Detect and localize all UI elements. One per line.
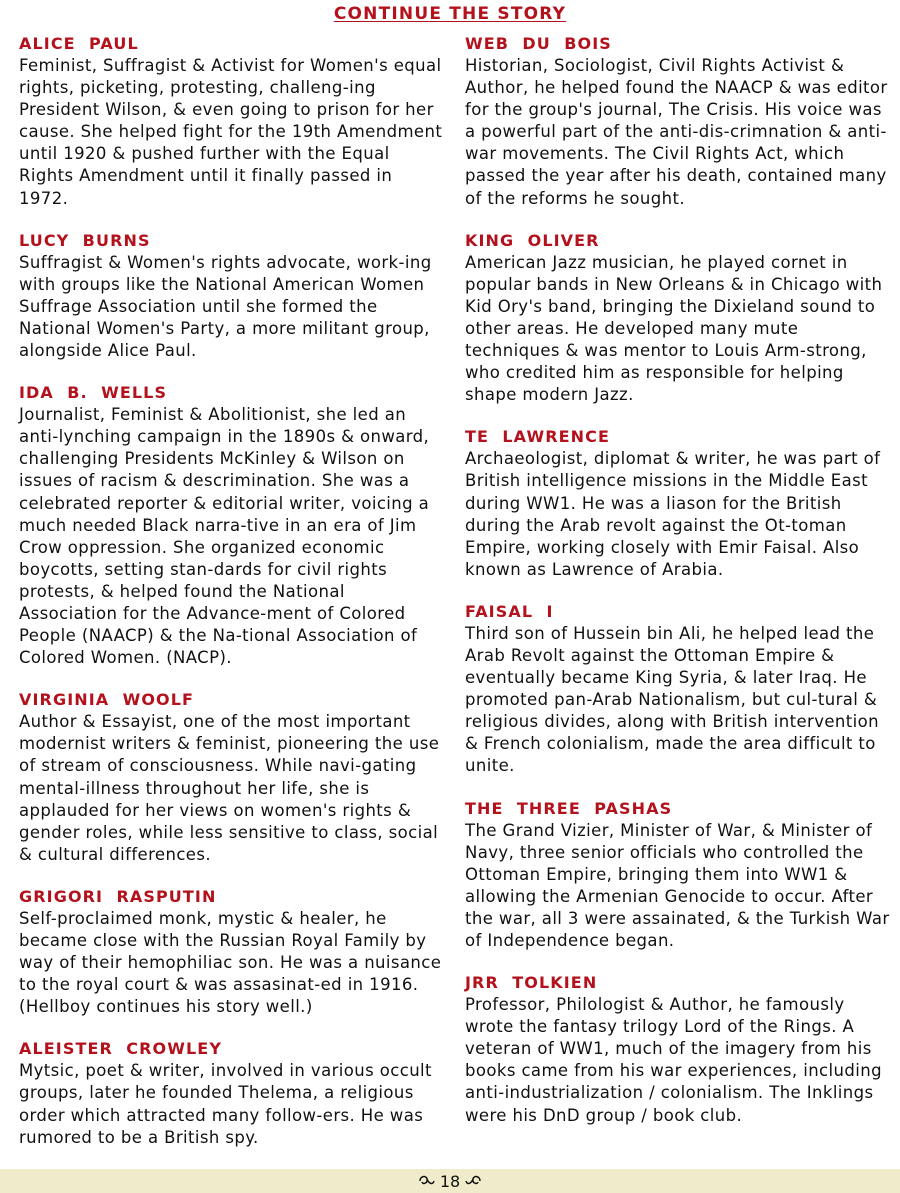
- entry-name: GRIGORI RASPUTIN: [19, 886, 217, 906]
- entry-name: FAISAL I: [465, 601, 554, 621]
- entry-body: Professor, Philologist & Author, he famously wrote the fantasy trilogy Lord of the Rings. A veteran of WW1, much of the imagery from his books came from his war experiences, including anti-industrialization / colonialism. The Inklings were his DnD group / book club.: [465, 995, 882, 1125]
- entry-name: THE THREE PASHAS: [465, 798, 673, 818]
- entry-name: JRR TOLKIEN: [465, 973, 598, 993]
- left-column: [19, 33, 444, 1169]
- entry-body: Suffragist & Women's rights advocate, work-ing with groups like the National American Women Suffrage Association until she formed the National Women's Party, a more militant group, alongside Alice Paul.: [19, 252, 432, 361]
- entry-web-du-bois: [465, 33, 890, 210]
- flourish-right-icon: [464, 1173, 482, 1189]
- entry-body: The Grand Vizier, Minister of War, & Minister of Navy, three senior officials who controlled the Ottoman Empire, bringing them into WW1 & allowing the Armenian Genocide to occur. After the war, all 3 were assainated, & the Turkish War of Independence began.: [465, 820, 890, 950]
- entry-ida-b-wells: [19, 382, 444, 669]
- entry-virginia-woolf: [19, 689, 444, 866]
- right-column: [465, 33, 890, 1147]
- entry-alice-paul: [19, 33, 444, 210]
- page-number-group: [418, 1169, 482, 1193]
- entry-body: Historian, Sociologist, Civil Rights Activist & Author, he helped found the NAACP & was editor for the group's journal, The Crisis. His voice was a powerful part of the anti-dis-crimnation & anti-war movements. The Civil Rights Act, which passed the year after his death, contained many of the reforms he sought.: [465, 56, 888, 208]
- entry-name: WEB DU BOIS: [465, 34, 612, 53]
- flourish-left-icon: [418, 1173, 436, 1189]
- entry-name: ALEISTER CROWLEY: [19, 1039, 223, 1059]
- entry-aleister-crowley: [19, 1038, 444, 1148]
- entry-lucy-burns: [19, 230, 444, 362]
- entry-three-pashas: [465, 798, 890, 953]
- entry-te-lawrence: [465, 426, 890, 581]
- entry-jrr-tolkien: [465, 972, 890, 1127]
- entry-body: Self-proclaimed monk, mystic & healer, he became close with the Russian Royal Family by way of their hemophiliac son. He was a nuisance to the royal court & was assasinat-ed in 1916. (Hellboy continues his story well.): [19, 908, 442, 1017]
- entry-name: ALICE PAUL: [19, 34, 139, 53]
- entry-name: LUCY BURNS: [19, 230, 151, 250]
- continue-the-story-link[interactable]: CONTINUE THE STORY: [333, 4, 567, 24]
- entry-name: IDA B. WELLS: [19, 383, 168, 403]
- entry-name: VIRGINIA WOOLF: [19, 690, 195, 710]
- entry-body: Third son of Hussein bin Ali, he helped lead the Arab Revolt against the Ottoman Empire & eventually became King Syria, & later Iraq. He promoted pan-Arab Nationalism, but cul-tural & religious divides, along with British intervention & French colonialism, made the area difficult to unite.: [465, 623, 879, 776]
- footer-band: [0, 1169, 900, 1193]
- page-header: [0, 4, 900, 24]
- entry-body: American Jazz musician, he played cornet in popular bands in New Orleans & in Chicago with Kid Ory's band, bringing the Dixieland sound to other areas. He developed many mute techniques & was mentor to Louis Arm-strong, who credited him as responsible for helping shape modern Jazz.: [465, 252, 883, 405]
- entry-body: Journalist, Feminist & Abolitionist, she led an anti-lynching campaign in the 1890s & onward, challenging Presidents McKinley & Wilson on issues of racism & descrimination. She was a celebrated reporter & editorial writer, voicing a much needed Black narra-tive in an era of Jim Crow oppression. She organized economic boycotts, setting stan-dards for civil rights protests, & helped found the National Association for the Advance-ment of Colored People (NAACP) & the Na-tional Association of Colored Women. (NACP).: [19, 405, 430, 668]
- entry-name: TE LAWRENCE: [465, 427, 611, 447]
- entry-body: Mytsic, poet & writer, involved in various occult groups, later he founded Thelema, a religious order which attracted many follow-ers. He was rumored to be a British spy.: [19, 1061, 432, 1147]
- entry-body: Archaeologist, diplomat & writer, he was part of British intelligence missions in the Middle East during WW1. He was a liason for the British during the Arab revolt against the Ot-toman Empire, working closely with Emir Faisal. Also known as Lawrence of Arabia.: [465, 449, 881, 579]
- entry-grigori-rasputin: [19, 886, 444, 1018]
- entry-faisal-i: [465, 601, 890, 778]
- entry-body: Feminist, Suffragist & Activist for Women's equal rights, picketing, protesting, challeng-ing President Wilson, & even going to prison for her cause. She helped fight for the 19th Amendment until 1920 & pushed further with the Equal Rights Amendment until it finally passed in 1972.: [19, 56, 443, 208]
- entry-name: KING OLIVER: [465, 230, 600, 250]
- entry-king-oliver: [465, 230, 890, 407]
- page-number: 18: [439, 1171, 461, 1191]
- entry-body: Author & Essayist, one of the most important modernist writers & feminist, pioneering the use of stream of consciousness. While navi-gating mental-illness throughout her life, she is applauded for her views on women's rights & gender roles, while less sensitive to class, social & cultural differences.: [19, 712, 440, 864]
